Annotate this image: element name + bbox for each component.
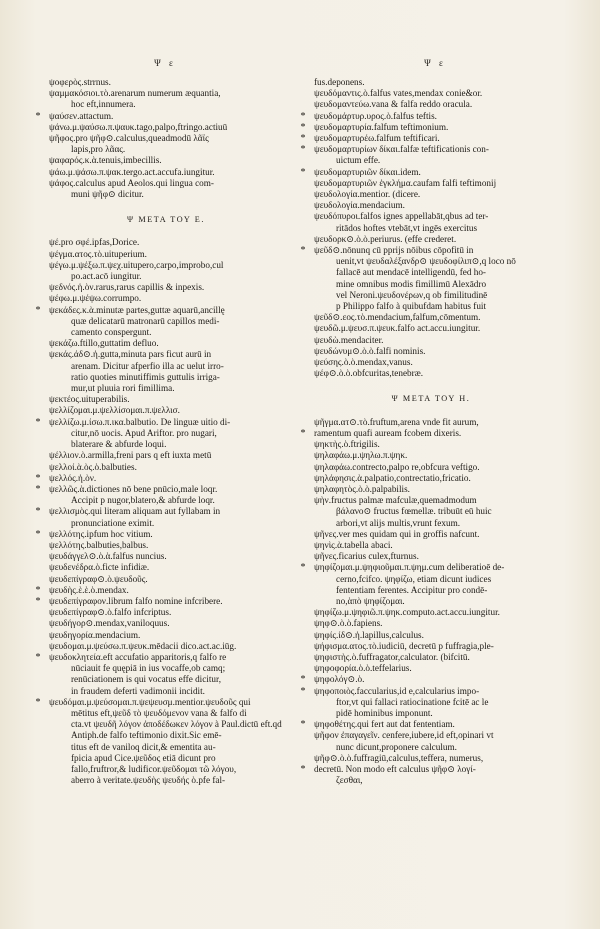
entry-text: ψεκάζω.ftillo,guttatim defluo.	[49, 338, 159, 349]
entry-text: ψευδήγορ⊙.mendax,vaniloquus.	[49, 618, 170, 629]
entries-bottom	[300, 417, 550, 787]
entry-text: ψεκάς.άδ⊙.ἡ.gutta,minuta pars ficut aurū in	[49, 349, 212, 360]
dictionary-entry	[300, 641, 550, 652]
entry-continuation: lapis,pro λᾶας.	[71, 144, 126, 155]
asterisk-marker: *	[35, 595, 41, 607]
entry-text: ψαμμακόσιοι.τὸ.arenarum numerum æquantia,	[49, 88, 221, 99]
entry-continuation: fallacē aut mendacē intelligendū, fed ho-	[336, 267, 486, 278]
entry-continuation: pidē hominibus imponunt.	[336, 707, 433, 718]
entry-text: ψαύσεν.attactum.	[49, 110, 114, 121]
dictionary-entry	[300, 630, 550, 641]
entry-text: ψευδομάρτυρ.υρος.ὸ.falfus teftis.	[314, 110, 437, 121]
entry-text: ψευδόμαντις.ὸ.falfus vates,mendax conie&or.	[314, 88, 483, 99]
entry-continuation: Accipit p nugor,blatero,& abfurde loqr.	[71, 495, 215, 506]
entry-continuation: fallo,fruftror,& ludificor.ψεῦδομαι τῶ λόγου,	[71, 763, 237, 774]
entry-continuation: aberro à veritate.ψευδὴς ψευδής ὸ.pfe fal-	[71, 775, 226, 786]
dictionary-entry	[300, 753, 550, 764]
entry-text: ψηφολόγ⊙.ὸ.	[314, 674, 365, 685]
dictionary-entry	[300, 618, 550, 629]
entry-text: ψευδολογία.mentior. (dicere.	[314, 189, 421, 200]
asterisk-marker: *	[300, 121, 306, 133]
entry-continuation: citur,nō uocis. Apud Ariftor. pro nugari,	[71, 427, 217, 438]
dictionary-entry	[300, 663, 550, 674]
entry-text: ψευδορκ⊙.ὸ.ὸ.periurus. (effe crederet.	[314, 233, 457, 244]
dictionary-entry	[35, 249, 285, 260]
entries-top	[35, 77, 285, 200]
dictionary-entry	[300, 473, 550, 484]
entry-text: ψῆνες.ver mes quidam qui in groffis nafcunt.	[314, 528, 480, 539]
entry-text: ψεῦδ⊙.εος.τὸ.mendacium,falfum,cōmentum.	[314, 312, 481, 323]
entry-text: ψευδεπίγραφ⊙.ὸ.falfo infcriptus.	[49, 607, 172, 618]
dictionary-entry	[300, 167, 550, 178]
dictionary-entry	[35, 111, 285, 122]
dictionary-entry	[300, 234, 550, 245]
entry-text: ψευδολογία.mendacium.	[314, 200, 405, 211]
entry-continuation: ritādos hoftes vtebāt,vt ingēs exercitus	[336, 222, 478, 233]
asterisk-marker: *	[300, 245, 306, 257]
entry-text: ψηφοφορία.ὸ.ὸ.teffelarius.	[314, 663, 412, 674]
dictionary-entry	[300, 312, 550, 323]
entry-continuation: renūciationem is qui vocatus effe dicitur,	[71, 674, 221, 685]
entries-top	[300, 77, 550, 379]
dictionary-entry	[300, 462, 550, 473]
entry-text: ψήφισμα.ατος.τὸ.iudiciū, decretū p fuffragia,ple-	[314, 640, 494, 651]
dictionary-entry	[35, 697, 285, 787]
dictionary-entry	[300, 450, 550, 461]
dictionary-entry	[35, 77, 285, 88]
dictionary-entry	[35, 282, 285, 293]
entry-text: ψὴν.fructus palmæ mafculæ,quemadmodum	[314, 495, 477, 506]
dictionary-entry	[300, 529, 550, 540]
entry-text: ψηφίζω.μ.ψηφιῶ.π.ψηκ.computo.act.accu.iungitur.	[314, 607, 500, 618]
asterisk-marker: *	[35, 506, 41, 518]
dictionary-entry	[35, 155, 285, 166]
dictionary-entry	[35, 338, 285, 349]
entry-text: ψευδομαντεύω.vana & falfa reddo oracula.	[314, 99, 473, 110]
entry-text: ψέλλιον.ὸ.armilla,freni pars q eft iuxta metū	[49, 450, 212, 461]
dictionary-entry	[300, 88, 550, 99]
entry-text: ψηφιστὴς.ὸ.fuffragator,calculator. (bifcitū.	[314, 651, 470, 662]
entry-text: ψευδῶ.μ.ψευσ.π.ψευκ.falfo act.accu.iungitur.	[314, 323, 481, 334]
dictionary-entry	[35, 88, 285, 110]
dictionary-entry	[300, 562, 550, 607]
entry-continuation: nunc dicunt,proponere calculum.	[336, 741, 457, 752]
dictionary-entry	[35, 585, 285, 596]
asterisk-marker: *	[300, 427, 306, 439]
asterisk-marker: *	[35, 110, 41, 122]
entry-text: ψευδεπίγραφ⊙.ὸ.ψευδοῦς.	[49, 573, 148, 584]
entry-continuation: no,ὰπὸ ψηφίζομαι.	[336, 595, 405, 606]
dictionary-entry	[35, 562, 285, 573]
entry-text: fus.deponens.	[314, 77, 365, 87]
dictionary-entry	[300, 730, 550, 752]
entry-text: ψηκτὴς.ὸ.ftrigilis.	[314, 439, 380, 450]
entry-text: ψηλαφητὸς.ὸ.ὸ.palpabilis.	[314, 483, 410, 494]
asterisk-marker: *	[300, 685, 306, 697]
entry-text: ψευδόμαι.μ.ψεύσομαι.π.ψεψευσμ.mentior.ψευδοῦς qui	[49, 696, 251, 707]
entry-continuation: fpicia apud Cice.ψεῦδος etiā dicunt pro	[71, 752, 216, 763]
entry-continuation: p Philippo falfo à quibufdam habitus fuit	[336, 301, 487, 312]
running-header: Ψ ε	[154, 58, 176, 68]
asterisk-marker: *	[300, 133, 306, 145]
dictionary-entry	[300, 607, 550, 618]
dictionary-entry	[35, 484, 285, 506]
dictionary-entry	[35, 607, 285, 618]
asterisk-marker: *	[35, 696, 41, 708]
asterisk-marker: *	[300, 144, 306, 156]
dictionary-entry	[35, 178, 285, 200]
entry-continuation: βάλανο⊙ fructus fœmellæ. tribuūt eū huic	[336, 506, 492, 517]
entry-continuation: hoc eft,innumera.	[71, 99, 136, 110]
dictionary-entry	[35, 349, 285, 394]
dictionary-entry	[300, 245, 550, 312]
entry-text: ψηνὶς.ὰ.tabella abaci.	[314, 539, 393, 550]
entry-text: ψέγω.μ.ψέξω.π.ψεχ.uitupero,carpo,improbo,cul	[49, 259, 224, 270]
entry-text: ψεδνός.ἡ.ὸν.rarus,rarus capillis & inpexis.	[49, 282, 205, 293]
asterisk-marker: *	[35, 528, 41, 540]
entry-text: ψελλισμὸς.qui literam aliquam aut fyllabam in	[49, 506, 221, 517]
entry-continuation: Antiph.de falfo teftimonio dixit.Sic emē-	[71, 730, 222, 741]
entry-text: ψευδεπίγραφον.librum falfo nomine infcribere.	[49, 595, 223, 606]
entry-text: ψευδόπυροι.falfos ignes appellabāt,qbus ad ter-	[314, 211, 489, 222]
dictionary-entry	[300, 764, 550, 786]
entry-continuation: uenit,vt ψευδαλέξανδρ⊙ ψευδοφίλιπ⊙,q loco nō	[336, 256, 516, 267]
asterisk-marker: *	[35, 584, 41, 596]
dictionary-entry	[300, 719, 550, 730]
entry-continuation: cerno,fcifco. ψηφίζω, etiam dicunt iudices	[336, 573, 492, 584]
entry-text: ψέγμα.ατος.τὸ.uituperium.	[49, 248, 147, 259]
dictionary-entry	[300, 122, 550, 133]
entry-continuation: muni ψῆφ⊙ dicitur.	[71, 189, 144, 200]
entry-text: ψηλάφησις.ὰ.palpatio,contrectatio,fricatio.	[314, 472, 471, 483]
dictionary-entry	[300, 335, 550, 346]
dictionary-entry	[35, 293, 285, 304]
entry-text: ψευδηγορία.mendacium.	[49, 629, 141, 640]
section-heading: Ψ ΜΕΤΑ ΤΟΥ Η.	[391, 394, 471, 404]
dictionary-entry	[300, 99, 550, 110]
entry-text: ψῆφ⊙.ὸ.ὸ.fuffragiū,calculus,teffera, numerus,	[314, 752, 484, 763]
dictionary-entry	[35, 417, 285, 451]
entry-continuation: pronunciatione eximit.	[71, 517, 155, 528]
dictionary-entry	[35, 167, 285, 178]
entry-text: ψευδομαι.μ.ψεύσω.π.ψευκ.mēdacii dico.act.ac.iūg.	[49, 640, 237, 651]
entry-text: ψευδομαρτυρέω.falfum teftificari.	[314, 133, 440, 144]
asterisk-marker: *	[300, 763, 306, 775]
entries-bottom	[35, 237, 285, 786]
dictionary-entry	[35, 473, 285, 484]
asterisk-marker: *	[300, 166, 306, 178]
dictionary-entry	[300, 189, 550, 200]
entry-text: ψῆφος.pro ψῆφ⊙.calculus,queadmodū λᾶϊς	[49, 133, 209, 144]
dictionary-entry	[35, 237, 285, 248]
entry-text: ψάφος.calculus apud Aeolos.qui lingua com-	[49, 177, 214, 188]
entry-text: ψευδοκλητεία.eft accufatio apparitoris,q falfo re	[49, 651, 227, 662]
dictionary-entry	[300, 674, 550, 685]
dictionary-entry	[300, 133, 550, 144]
asterisk-marker: *	[300, 110, 306, 122]
entry-text: ψεκτέος.uituperabilis.	[49, 394, 130, 405]
dictionary-entry	[300, 368, 550, 379]
entry-continuation: fententiam ferentes. Accipitur pro condē-	[336, 584, 488, 595]
dictionary-entry	[35, 305, 285, 339]
dictionary-entry	[35, 618, 285, 629]
asterisk-marker: *	[300, 562, 306, 574]
dictionary-entry	[300, 200, 550, 211]
dictionary-entry	[300, 540, 550, 551]
dictionary-entry	[300, 111, 550, 122]
asterisk-marker: *	[35, 416, 41, 428]
entry-text: ψέφω.μ.ψέψω.corrumpo.	[49, 293, 142, 304]
dictionary-entry	[35, 506, 285, 528]
entry-text: ψέ.pro σφέ.ipfas,Dorice.	[49, 237, 140, 248]
right-column	[300, 58, 550, 786]
entry-continuation: arbori,vt alijs multis,vrunt fexum.	[336, 517, 461, 528]
dictionary-entry	[300, 357, 550, 368]
dictionary-entry	[35, 596, 285, 607]
entry-text: ψοφερὸς.strrnus.	[49, 77, 111, 87]
dictionary-entry	[35, 405, 285, 416]
entry-continuation: ftor,vt qui fallaci ratiocinatione fcitē ac le	[336, 696, 489, 707]
dictionary-entry	[35, 551, 285, 562]
entry-text: ψεῦδ⊙.nōnunq cū pprijs nōibus cōpofitū in	[314, 245, 474, 256]
entry-text: ψηφίζομαι.μ.ψηφιοῦμαι.π.ψημ.cum deliberatioē de-	[314, 562, 505, 573]
entry-text: ψαφαρός.κ.ὰ.tenuis,imbecillis.	[49, 155, 162, 166]
entry-continuation: cta.vt ψευδῆ λόγον ἀποδέδωκεν λόγον à Paul.dictū eft.qd	[71, 719, 282, 730]
dictionary-entry	[300, 323, 550, 334]
dictionary-entry	[35, 630, 285, 641]
entry-continuation: titus eft de vaniloq dicit,& ementita au-	[71, 741, 216, 752]
dictionary-entry	[300, 144, 550, 166]
entry-text: ψελλίζομαι.μ.ψελλίσομαι.π.ψελλισ.	[49, 405, 180, 416]
entry-continuation: nūciauit fe quępiā in ius vocaffe,ob camq;	[71, 663, 226, 674]
entry-text: ψηλαφάω.contrecto,palpo re,obfcura veftigo.	[314, 461, 480, 472]
entry-continuation: in fraudem deferti vadimonii incidit.	[71, 685, 205, 696]
entry-text: ψεύσης.ὸ.ὸ.mendax,vanus.	[314, 357, 413, 368]
dictionary-entry	[300, 211, 550, 233]
entry-continuation: uictum effe.	[336, 155, 381, 166]
entry-continuation: blaterare & abfurde loqui.	[71, 439, 167, 450]
entry-text: ψευδάγγελ⊙.ὸ.ὰ.falfus nuncius.	[49, 551, 167, 562]
entry-text: ψελλοί.ὰ.ὸς.ὸ.balbuties.	[49, 461, 137, 472]
asterisk-marker: *	[300, 719, 306, 731]
entry-continuation: vel Neroni.ψευδονέρων,q ob fimilitudinē	[336, 289, 488, 300]
entry-text: ψευδενέδρα.ὸ.ficte infidiæ.	[49, 562, 150, 573]
entry-text: ψάνω.μ.ψαύσω.π.ψαυκ.tago,palpo,ftringo.actiuū	[49, 121, 228, 132]
entry-text: ψηλαφάω.μ.ψηλω.π.ψηκ.	[314, 450, 408, 461]
entry-continuation: arenam. Dicitur afperfio illa ac uelut irro-	[71, 360, 224, 371]
entry-text: ψέφ⊙.ὸ.ὸ.obfcuritas,tenebræ.	[314, 368, 424, 379]
entry-text: ramentum quafi auream fcobem dixeris.	[314, 427, 462, 438]
asterisk-marker: *	[35, 304, 41, 316]
entry-text: ψευδὴς.ὲ.ὲ.ὸ.mendax.	[49, 584, 129, 595]
entry-continuation: quæ delicatarū matronarū capillos medi-	[71, 315, 220, 326]
dictionary-entry	[35, 260, 285, 282]
asterisk-marker: *	[35, 483, 41, 495]
dictionary-entry	[300, 551, 550, 562]
entry-continuation: mine omnibus modis fimillimū Alexādro	[336, 278, 487, 289]
entry-text: ψηφοποιὸς.faccularius,id e,calcularius impo-	[314, 685, 480, 696]
dictionary-entry	[300, 686, 550, 720]
entry-text: ψελλίζω.μ.ίσω.π.ικα.balbutio. De linguæ uitio di-	[49, 416, 231, 427]
dictionary-entry	[300, 346, 550, 357]
dictionary-entry	[35, 133, 285, 155]
dictionary-entry	[300, 652, 550, 663]
dictionary-entry	[35, 394, 285, 405]
dictionary-entry	[35, 652, 285, 697]
entry-continuation: mur,ut pluuia rori fimillima.	[71, 383, 175, 394]
entry-text: ψελλότης.balbuties,balbus.	[49, 539, 149, 550]
running-header: Ψ ε	[424, 58, 446, 68]
dictionary-entry	[35, 529, 285, 540]
dictionary-entry	[300, 77, 550, 88]
entry-text: ψάω.μ.ψάσω.π.ψακ.tergo.act.accufa.iungitur.	[49, 166, 215, 177]
entry-continuation: po.act.acō iungitur.	[71, 271, 142, 282]
dictionary-entry	[300, 417, 550, 428]
section-heading: Ψ ΜΕΤΑ ΤΟΥ Ε.	[127, 215, 205, 225]
dictionary-entry	[35, 641, 285, 652]
entry-text: ψηφοθέτης.qui fert aut dat fententiam.	[314, 719, 455, 730]
entry-text: ψελλότης.ipfum hoc vitium.	[49, 528, 153, 539]
dictionary-entry	[300, 178, 550, 189]
dictionary-entry	[35, 462, 285, 473]
entry-text: decretū. Non modo eft calculus ψῆφ⊙ λογί-	[314, 763, 476, 774]
entry-text: ψῆγμα.ατ⊙.τὸ.fruftum,arena vnde fit aurum,	[314, 416, 479, 427]
dictionary-entry	[35, 540, 285, 551]
entry-text: ψηφ⊙.ὸ.ὸ.fapiens.	[314, 618, 383, 629]
dictionary-entry	[300, 439, 550, 450]
asterisk-marker: *	[300, 674, 306, 686]
entry-continuation: mētitus eft,ψεῦδ τὸ ψευδόμενον vana & falfo di	[71, 707, 247, 718]
dictionary-entry	[35, 574, 285, 585]
entry-text: ψευδὼ.mendaciter.	[314, 334, 384, 345]
entry-text: ψῆνες.ficarius culex,fturnus.	[314, 551, 419, 562]
entry-continuation: camento conspergunt.	[71, 327, 152, 338]
left-column	[35, 58, 285, 786]
dictionary-entry	[35, 122, 285, 133]
entry-continuation: ζεσθαι,	[336, 775, 363, 786]
entry-text: ψευδομαρτυρία.falfum teftimonium.	[314, 121, 449, 132]
entry-text: ψευδομαρτυριῶν ἐγκλήμα.caufam falfi teftimonij	[314, 177, 497, 188]
dictionary-entry	[35, 450, 285, 461]
entry-text: ψελλός.ἡ.ὸν.	[49, 472, 97, 483]
entry-text: ψεκάδες.κ.ὰ.minutæ partes,guttæ aquarū,ancillę	[49, 304, 225, 315]
dictionary-entry	[300, 428, 550, 439]
asterisk-marker: *	[35, 472, 41, 484]
entry-text: ψευδομαρτυριῶν δίκαι.idem.	[314, 166, 421, 177]
entry-text: ψευδομαρτυρίων δίκαι.falfæ teftificationis con-	[314, 144, 489, 155]
dictionary-entry	[300, 484, 550, 495]
entry-text: ψευδώνυμ⊙.ὸ.ὸ.falfi nominis.	[314, 345, 426, 356]
entry-continuation: ratio quoties minutiffimis guttulis irriga-	[71, 371, 220, 382]
asterisk-marker: *	[35, 651, 41, 663]
dictionary-entry	[300, 495, 550, 529]
entry-text: ψηφίς.ίδ⊙.ἡ.lapillus,calculus.	[314, 629, 424, 640]
entry-text: ψελλῶς.ὰ.dictiones nō bene pnūcio,male loqr.	[49, 483, 218, 494]
entry-text: ψῆφον ἐπαγαγεῖν. cenfere,iubere,id eft,opinari vt	[314, 730, 494, 741]
